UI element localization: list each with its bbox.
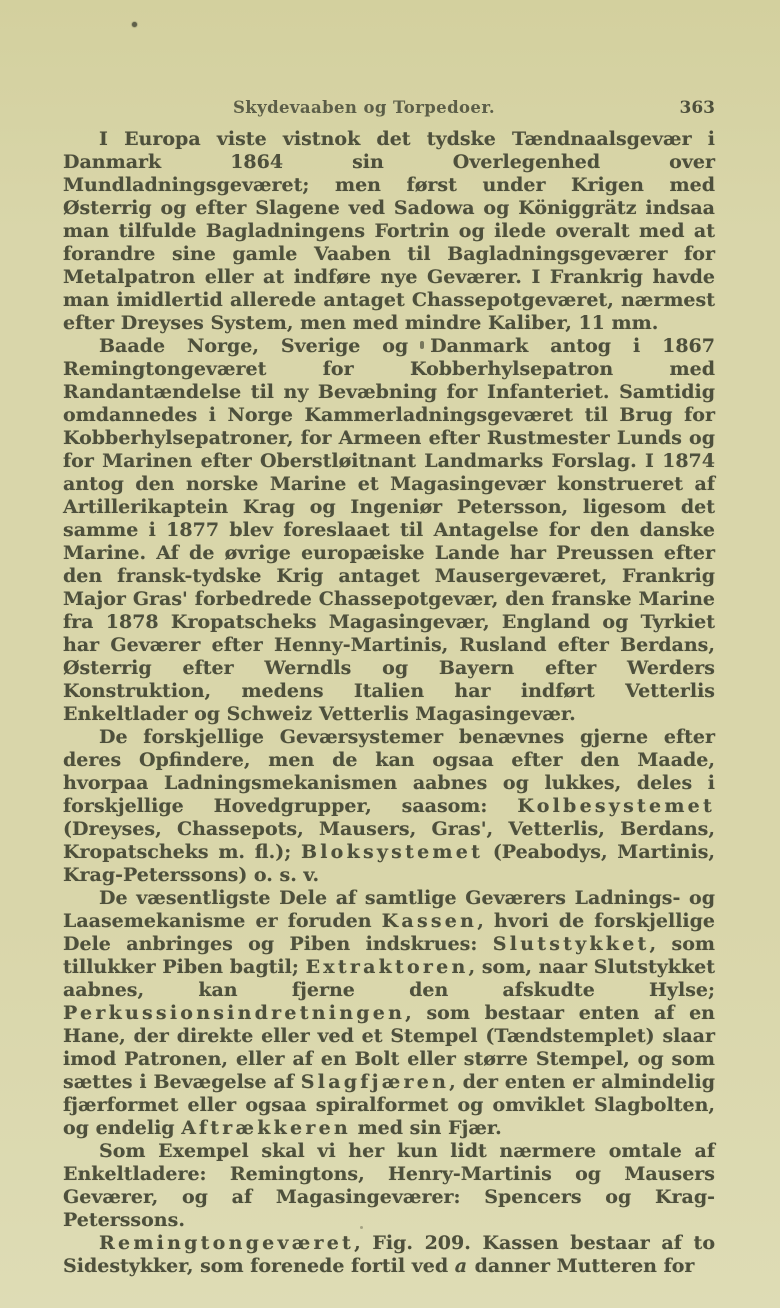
text-segment: , som tillukker Piben bagtil; — [63, 933, 715, 978]
text-segment: Baade Norge, Sverige og Danmark antog i 1867 Remingtongeværet for Kobberhylsepatron med Randantændelse til ny Bevæbning for Infanteriet. Samtidig omdannedes i Norge Kammerladningsgeværet til Brug for Kobberhylsepatroner, for Armeen efter Rustmester Lunds og for Marinen efter Oberstløitnant Landmarks Forslag. I 1874 antog den norske Marine et Magasingevær konstrueret af Artillerikaptein Krag og Ingeniør Petersson, ligesom det samme i 1877 blev foreslaaet til Antagelse for den danske Marine. Af de øvrige europæiske Lande har Preussen efter den fransk-tydske Krig antaget Mausergeværet, Frankrig Major Gras' forbedrede Chassepotgevær, den franske Marine fra 1878 Kropatscheks Magasingevær, England og Tyrkiet har Geværer efter Henny-Martinis, Rusland efter Berdans, Østerrig efter Werndls og Bayern efter Werders Konstruktion, medens Italien har indført Vetterlis Enkeltlader og Schweiz Vetterlis Magasingevær. — [63, 335, 715, 725]
paragraph — [63, 128, 715, 335]
emphasized-term: Kolbesystemet — [517, 795, 715, 817]
text-segment: (Peabodys, Martinis, Krag-Peterssons) o. s. v. — [63, 841, 715, 886]
paragraph — [63, 887, 715, 1140]
text-segment: , hvori de forskjellige Dele anbringes og Piben indskrues: — [63, 910, 715, 955]
text-segment: med sin Fjær. — [350, 1117, 502, 1139]
text-segment: danner Mutteren for — [468, 1255, 695, 1277]
text-segment: (Dreyses, Chassepots, Mausers, Gras', Vetterlis, Berdans, Kropatscheks m. fl.); — [63, 818, 715, 863]
page-number: 363 — [679, 98, 715, 118]
text-segment: De væsentligste Dele af samtlige Geværers Ladnings- og Laasemekanisme er foruden — [63, 887, 715, 932]
text-segment: I Europa viste vistnok det tydske Tændnaalsgevær i Danmark 1864 sin Overlegenhed over Mundladningsgeværet; men først under Krigen med Østerrig og efter Slagene ved Sadowa og Königgrätz indsaa man tilfulde Bagladningens Fortrin og ilede overalt med at forandre sine gamle Vaaben til Bagladningsgeværer for Metalpatron eller at indføre nye Geværer. I Frankrig havde man imidlertid allerede antaget Chassepotgeværet, nærmest efter Dreyses System, men med mindre Kaliber, 11 mm. — [63, 128, 715, 334]
running-header — [63, 98, 715, 117]
paragraph — [63, 335, 715, 726]
emphasized-term: Remingtongeværet — [99, 1232, 355, 1254]
paragraph — [63, 726, 715, 887]
emphasized-term: Slutstykket — [492, 933, 650, 955]
text-segment: , som, naar Slutstykket aabnes, kan fjerne den afskudte Hylse; — [63, 956, 715, 1001]
emphasized-term: Slagfjæren — [300, 1071, 450, 1093]
paragraph — [63, 1232, 715, 1278]
ink-speck — [132, 22, 137, 27]
emphasized-term: Aftrækkeren — [181, 1117, 351, 1139]
text-segment: , Fig. 209. Kassen bestaar af to Sidestykker, som forenede fortil ved — [63, 1232, 715, 1277]
body-text — [63, 128, 715, 1278]
text-segment: Som Exempel skal vi her kun lidt nærmere omtale af Enkeltladere: Remingtons, Henry-Martinis og Mausers Geværer, og af Magasingeværer: Spencers og Krag-Peterssons. — [63, 1140, 715, 1231]
text-segment: , der enten er almindelig fjærformet eller ogsaa spiralformet og omviklet Slagbolten, og endelig — [63, 1071, 715, 1139]
emphasized-term: Perkussionsindretningen — [63, 1002, 406, 1024]
text-segment: De forskjellige Geværsystemer benævnes gjerne efter deres Opfindere, men de kan ogsaa efter den Maade, hvorpaa Ladningsmekanismen aabnes og lukkes, deles i forskjellige Hovedgrupper, saasom: — [63, 726, 715, 817]
text-segment: a — [454, 1255, 469, 1277]
text-segment: , som bestaar enten af en Hane, der direkte eller ved et Stempel (Tændstemplet) slaar imod Patronen, eller af en Bolt eller større Stempel, og som sættes i Bevægelse af — [63, 1002, 715, 1093]
emphasized-term: Kassen — [381, 910, 478, 932]
paragraph — [63, 1140, 715, 1232]
emphasized-term: Bloksystemet — [300, 841, 484, 863]
emphasized-term: Extraktoren — [305, 956, 469, 978]
running-header-title: Skydevaaben og Torpedoer. — [232, 98, 496, 117]
